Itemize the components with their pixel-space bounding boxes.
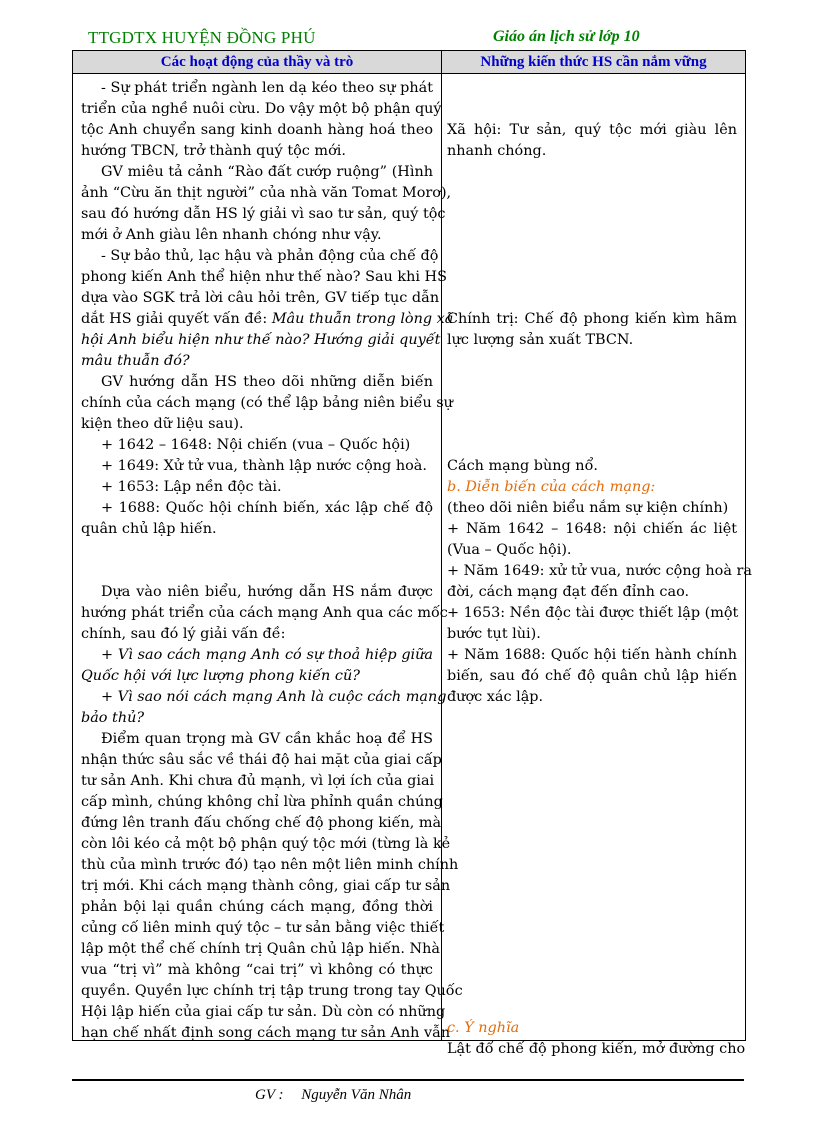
activities-column xyxy=(73,74,463,1041)
timeline-item: + 1688: Quốc hội chính biến, xác lập chế độ xyxy=(101,500,433,516)
text-line: củng cố liên minh quý tộc – tư sản bằng việc thiết xyxy=(81,920,445,936)
text-line: chính, sau đó lý giải vấn đề: xyxy=(81,626,286,642)
knowledge-line: (Vua – Quốc hội). xyxy=(447,542,572,558)
text-line: triển của nghề nuôi cừu. Do vậy một bộ phận quý xyxy=(81,101,442,117)
page-header xyxy=(72,28,744,48)
knowledge-line: biến, sau đó chế độ quân chủ lập hiến xyxy=(447,668,737,684)
page-footer xyxy=(255,1087,411,1104)
text-line: ảnh “Cừu ăn thịt người” của nhà văn Tomat Morơ), xyxy=(81,185,452,201)
timeline-item: + 1649: Xử tử vua, thành lập nước cộng hoà. xyxy=(101,458,427,474)
text-line: đứng lên tranh đấu chống chế độ phong kiến, mà xyxy=(81,815,442,831)
teacher-name: Nguyễn Văn Nhân xyxy=(301,1087,412,1103)
knowledge-line: + Năm 1688: Quốc hội tiến hành chính xyxy=(447,647,737,663)
col-header-activities: Các hoạt động của thầy và trò xyxy=(73,51,442,74)
text-line: cấp mình, chúng không chỉ lừa phỉnh quần chúng xyxy=(81,794,443,810)
question-line: + Vì sao nói cách mạng Anh là cuộc cách mạng xyxy=(101,689,447,705)
text-line: Điểm quan trọng mà GV cần khắc hoạ để HS xyxy=(101,731,433,747)
knowledge-line: + Năm 1649: xử tử vua, nước cộng hoà ra xyxy=(447,563,752,579)
knowledge-line: Cách mạng bùng nổ. xyxy=(447,458,598,474)
knowledge-line: Xã hội: Tư sản, quý tộc mới giàu lên xyxy=(447,122,737,138)
text-line: hướng phát triển của cách mạng Anh qua các mốc xyxy=(81,605,448,621)
text-line: hướng TBCN, trở thành quý tộc mới. xyxy=(81,143,346,159)
text-line: GV hướng dẫn HS theo dõi những diễn biến xyxy=(101,374,433,390)
timeline-item: + 1642 – 1648: Nội chiến (vua – Quốc hội) xyxy=(101,437,411,453)
activities-cell xyxy=(73,74,463,1041)
text-line: lập một thể chế chính trị Quân chủ lập hiến. Nhà xyxy=(81,941,440,957)
table-body-row xyxy=(73,74,746,1041)
knowledge-line: nhanh chóng. xyxy=(447,143,547,159)
section-heading-progress: b. Diễn biến của cách mạng: xyxy=(447,479,656,495)
question-line: hội Anh biểu hiện như thế nào? Hướng giải quyết xyxy=(81,332,441,348)
knowledge-line: Chính trị: Chế độ phong kiến kìm hãm xyxy=(447,311,737,327)
text-line: vua “trị vì” mà không “cai trị” vì không có thực xyxy=(81,962,433,978)
knowledge-line: Lật đổ chế độ phong kiến, mở đường cho xyxy=(447,1041,746,1057)
text-line: Dựa vào niên biểu, hướng dẫn HS nắm được xyxy=(101,584,433,600)
text-line: sau đó hướng dẫn HS lý giải vì sao tư sản, quý tộc xyxy=(81,206,446,222)
col-header-knowledge: Những kiến thức HS cần nắm vững xyxy=(442,51,746,74)
knowledge-column xyxy=(442,74,752,1057)
text-line: GV miêu tả cảnh “Rào đất cướp ruộng” (Hình xyxy=(101,164,433,180)
text-line: chính của cách mạng (có thể lập bảng niên biểu sự xyxy=(81,395,453,411)
text-line-start: dắt HS giải quyết vấn đề: xyxy=(81,311,268,327)
text-line: tư sản Anh. Khi chưa đủ mạnh, vì lợi ích của giai xyxy=(81,773,435,789)
text-line: quyền. Quyền lực chính trị tập trung trong tay Quốc xyxy=(81,983,463,999)
knowledge-cell xyxy=(442,74,752,1057)
text-line: phong kiến Anh thể hiện như thế nào? Sau khi HS xyxy=(81,269,447,285)
timeline-item: + 1653: Lập nền độc tài. xyxy=(101,479,282,495)
knowledge-line: lực lượng sản xuất TBCN. xyxy=(447,332,634,348)
knowledge-line: bước tụt lùi). xyxy=(447,626,541,642)
question-line: mâu thuẫn đó? xyxy=(81,353,190,369)
text-line: tộc Anh chuyển sang kinh doanh hàng hoá theo xyxy=(81,122,433,138)
header-center-name: TTGDTX HUYỆN ĐỒNG PHÚ xyxy=(88,28,316,47)
knowledge-line: được xác lập. xyxy=(447,689,544,705)
lesson-table xyxy=(72,50,752,1057)
text-line: kiện theo dữ liệu sau). xyxy=(81,416,244,432)
text-line: hạn chế nhất định song cách mạng tư sản Anh vẫn xyxy=(81,1025,451,1041)
knowledge-line: + 1653: Nền độc tài được thiết lập (một xyxy=(447,605,739,621)
footer-label: GV : xyxy=(255,1087,284,1103)
table-header-row xyxy=(73,51,746,74)
text-line: mới ở Anh giàu lên nhanh chóng như vậy. xyxy=(81,227,382,243)
text-line: Hội lập hiến của giai cấp tư sản. Dù còn có những xyxy=(81,1004,446,1020)
question-text: Mâu thuẫn trong lòng xã xyxy=(271,311,454,327)
question-line: Quốc hội với lực lượng phong kiến cũ? xyxy=(81,668,360,684)
text-line: quân chủ lập hiến. xyxy=(81,521,217,537)
question-line: bảo thủ? xyxy=(81,710,145,726)
text-line: - Sự phát triển ngành len dạ kéo theo sự phát xyxy=(101,80,433,96)
text-line xyxy=(81,309,454,329)
knowledge-line: (theo dõi niên biểu nắm sự kiện chính) xyxy=(447,500,729,516)
header-lesson-title: Giáo án lịch sử lớp 10 xyxy=(493,28,640,45)
text-line: còn lôi kéo cả một bộ phận quý tộc mới (từng là kẻ xyxy=(81,836,451,852)
footer-rule xyxy=(72,1079,744,1081)
text-line: trị mới. Khi cách mạng thành công, giai cấp tư sản xyxy=(81,878,451,894)
knowledge-line: + Năm 1642 – 1648: nội chiến ác liệt xyxy=(447,521,737,537)
knowledge-line: đời, cách mạng đạt đến đỉnh cao. xyxy=(447,584,690,600)
text-line: nhận thức sâu sắc về thái độ hai mặt của giai cấp xyxy=(81,752,442,768)
text-line: dựa vào SGK trả lời câu hỏi trên, GV tiếp tục dẫn xyxy=(81,290,440,306)
text-line: phản bội lại quần chúng cách mạng, đồng thời xyxy=(81,899,433,915)
text-line: - Sự bảo thủ, lạc hậu và phản động của chế độ xyxy=(101,248,439,264)
section-heading-meaning: c. Ý nghĩa xyxy=(447,1020,520,1036)
text-line: thù của mình trước đó) tạo nên một liên minh chính xyxy=(81,857,459,873)
question-line: + Vì sao cách mạng Anh có sự thoả hiệp giữa xyxy=(101,647,433,663)
